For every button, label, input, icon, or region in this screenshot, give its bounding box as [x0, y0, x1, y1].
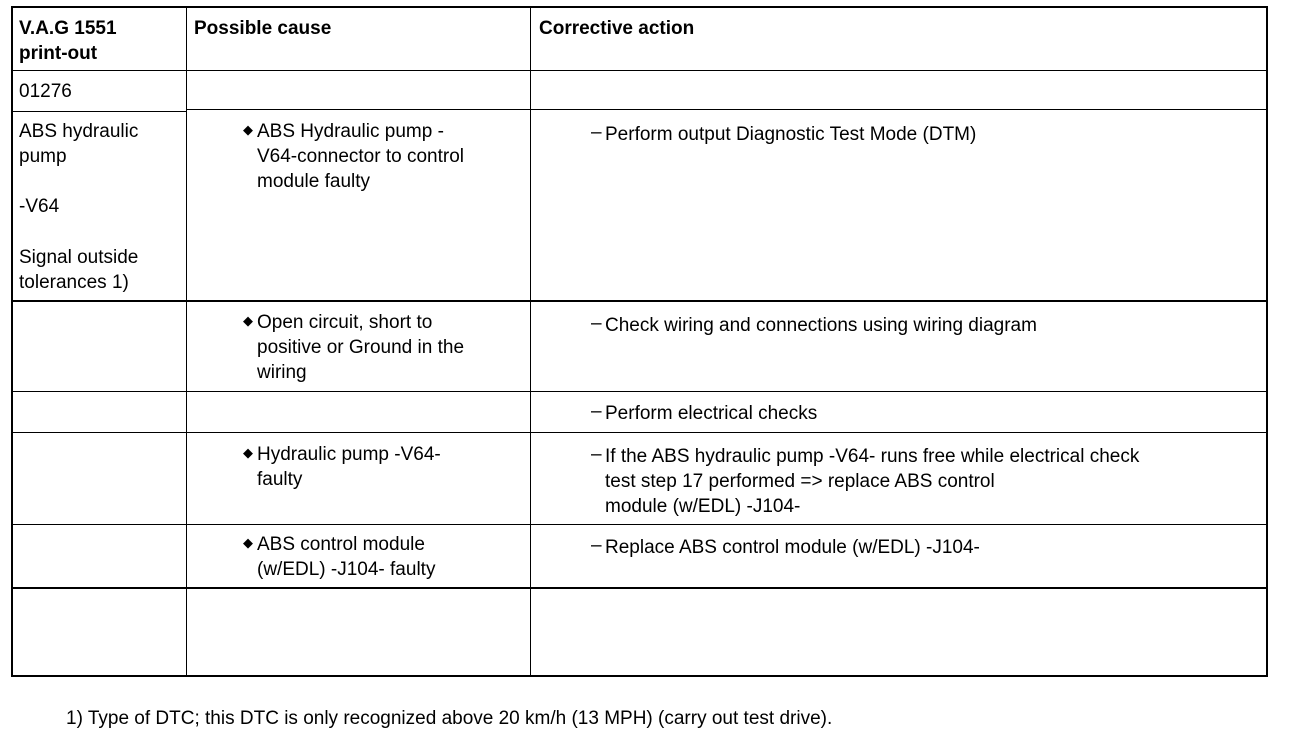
row-divider-1	[13, 300, 1266, 302]
dash-icon: –	[591, 122, 602, 143]
bullet-icon: ◆	[243, 122, 253, 137]
row-divider-2	[13, 391, 1266, 392]
bullet-icon: ◆	[243, 535, 253, 550]
action-line: test step 17 performed => replace ABS control	[605, 471, 995, 492]
cause-line: module faulty	[257, 171, 371, 192]
header-corrective-action: Corrective action	[539, 18, 695, 39]
dash-icon: –	[591, 313, 602, 334]
row-divider-3	[13, 432, 1266, 433]
printout-line-4: Signal outside	[19, 247, 139, 268]
cause-line: Open circuit, short to	[257, 312, 433, 333]
row-divider-5	[13, 587, 1266, 589]
dtc-code: 01276	[19, 81, 72, 102]
cause-line: wiring	[257, 362, 307, 383]
row-divider-code-right	[186, 109, 1266, 110]
dash-icon: –	[591, 444, 602, 465]
cause-line: ABS Hydraulic pump -	[257, 121, 444, 142]
header-printout: V.A.G 1551 print-out	[19, 18, 117, 64]
action-line: module (w/EDL) -J104-	[605, 496, 801, 517]
cause-line: ABS control module	[257, 534, 425, 555]
printout-line-1: ABS hydraulic	[19, 121, 139, 142]
header-possible-cause: Possible cause	[194, 18, 332, 39]
printout-line-5: tolerances 1)	[19, 272, 129, 293]
action-line: Perform output Diagnostic Test Mode (DTM)	[605, 124, 977, 145]
action-line: Replace ABS control module (w/EDL) -J104-	[605, 537, 980, 558]
cause-line: positive or Ground in the	[257, 337, 465, 358]
cause-line: faulty	[257, 469, 303, 490]
cause-line: Hydraulic pump -V64-	[257, 444, 441, 465]
dash-icon: –	[591, 535, 602, 556]
bullet-icon: ◆	[243, 313, 253, 328]
row-divider-header	[13, 70, 1266, 71]
action-line: If the ABS hydraulic pump -V64- runs free while electrical check	[605, 446, 1140, 467]
cause-line: (w/EDL) -J104- faulty	[257, 559, 436, 580]
row-divider-code-left	[13, 111, 187, 112]
printout-line-2: pump	[19, 146, 67, 167]
footnote: 1) Type of DTC; this DTC is only recognized above 20 km/h (13 MPH) (carry out test drive).	[66, 708, 833, 729]
action-line: Perform electrical checks	[605, 403, 818, 424]
bullet-icon: ◆	[243, 445, 253, 460]
dtc-table	[11, 6, 1268, 677]
dash-icon: –	[591, 401, 602, 422]
action-line: Check wiring and connections using wiring diagram	[605, 315, 1037, 336]
printout-line-3: -V64	[19, 196, 60, 217]
row-divider-4	[13, 524, 1266, 525]
cause-line: V64-connector to control	[257, 146, 465, 167]
